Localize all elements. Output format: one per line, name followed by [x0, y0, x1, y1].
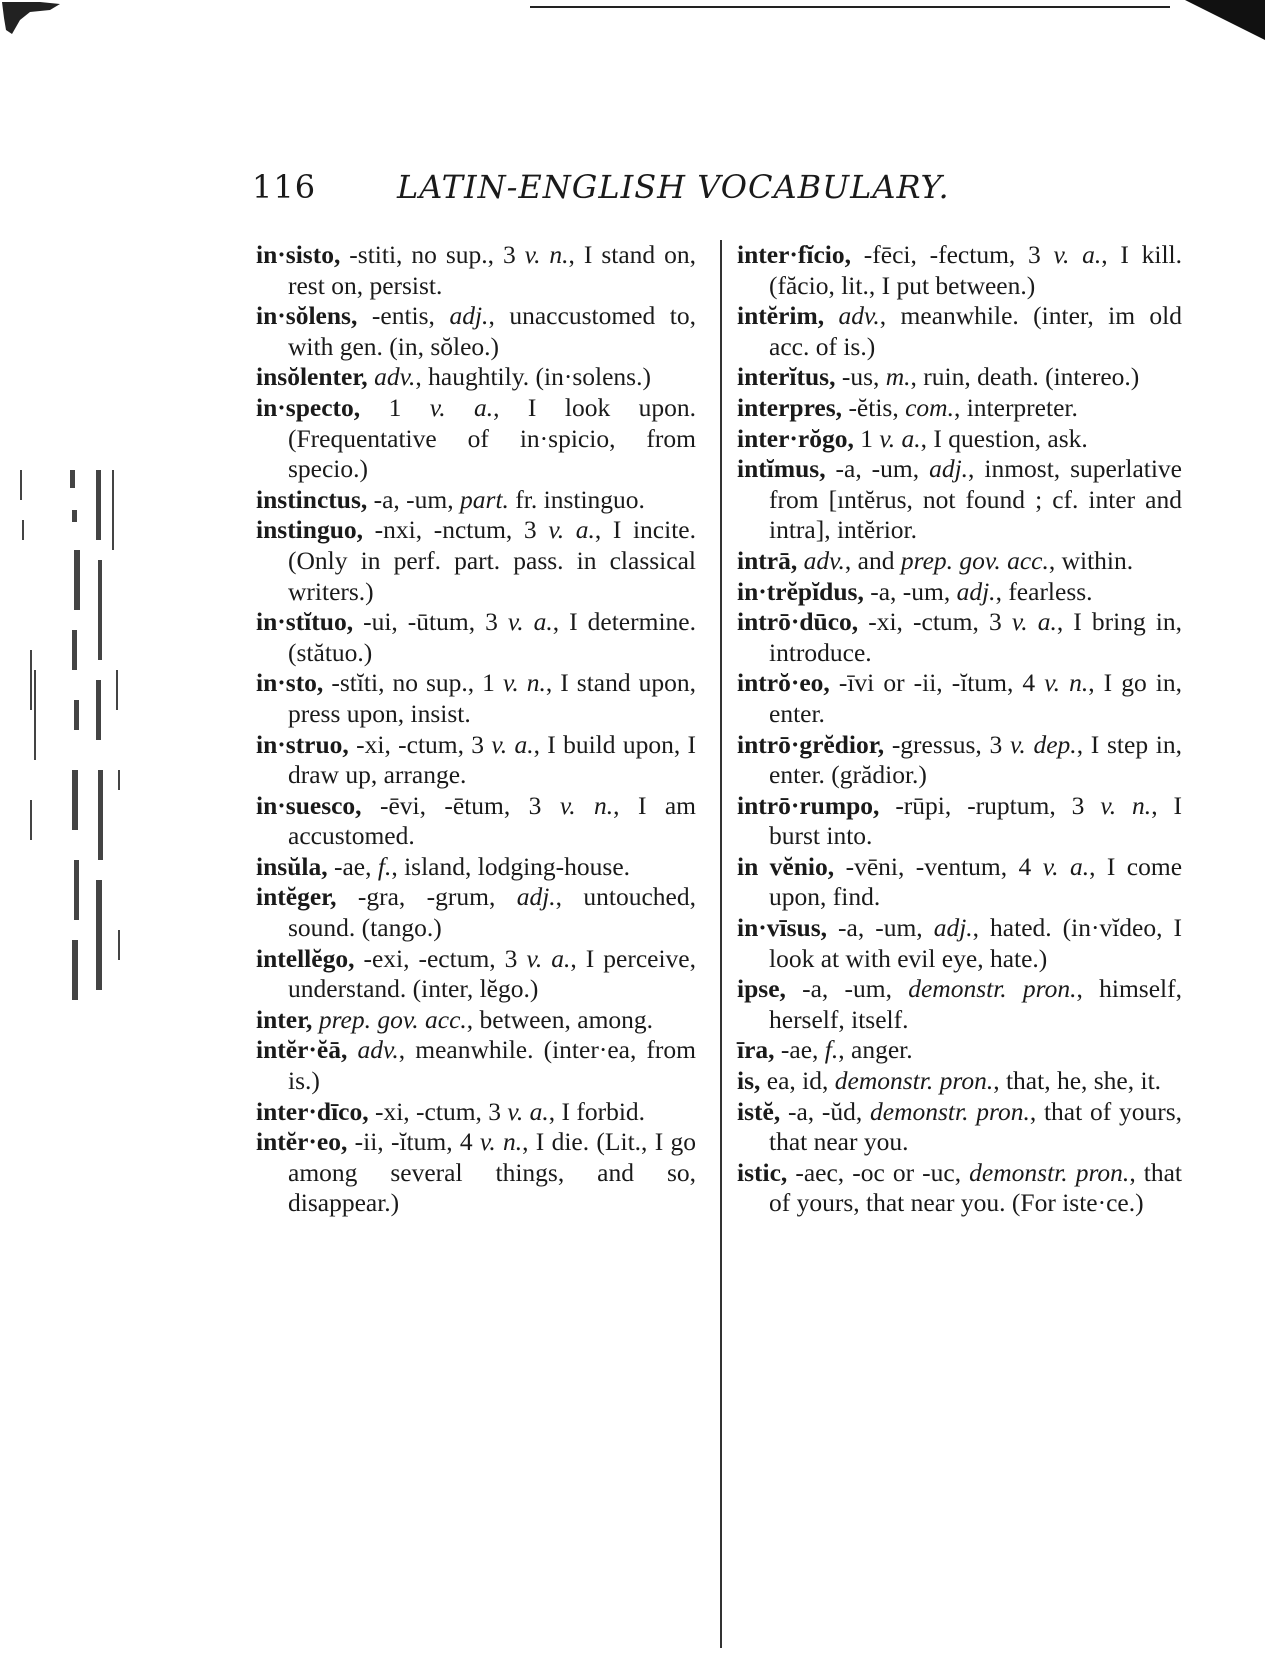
entry-grammar-label: adv. [803, 545, 845, 575]
dictionary-entry [256, 362, 696, 393]
entry-headword: is, [737, 1066, 761, 1096]
column-divider [720, 240, 722, 1648]
page-number: 116 [252, 168, 317, 206]
entry-grammar-label: v. a. [507, 1096, 549, 1126]
dictionary-entry [256, 393, 696, 485]
dictionary-entry [737, 1035, 1182, 1066]
vocabulary-column-right [737, 240, 1182, 1219]
dictionary-entry [256, 485, 696, 516]
entry-headword: istic, [737, 1157, 788, 1187]
dictionary-entry [256, 882, 696, 943]
entry-headword: in·vīsus, [737, 913, 828, 943]
dictionary-entry [256, 730, 696, 791]
entry-grammar-label: demonstr. pron. [908, 974, 1077, 1004]
dictionary-entry [256, 607, 696, 668]
entry-headword: inter, [256, 1004, 313, 1034]
dictionary-entry [256, 1005, 696, 1036]
entry-headword: intellĕgo, [256, 943, 355, 973]
dictionary-entry [256, 1035, 696, 1096]
dictionary-entry [737, 546, 1182, 577]
entry-headword: intrŏ·eo, [737, 668, 830, 698]
entry-definition-text: -aec, -oc or -uc, [787, 1157, 970, 1187]
entry-definition-text: , I stand on, rest on, persist. [288, 240, 696, 300]
entry-headword: inter·rŏgo, [737, 423, 854, 453]
entry-definition-text: , himself, herself, itself. [769, 974, 1182, 1034]
entry-definition-text: -gressus, 3 [884, 729, 1010, 759]
entry-headword: in vĕnio, [737, 851, 835, 881]
entry-definition-text: , I incite. (Only in perf. part. pass. in classical writers.) [288, 515, 696, 606]
entry-definition-text: , I kill. (făcio, lit., I put between.) [769, 240, 1182, 300]
entry-headword: insŏlenter, [256, 362, 368, 392]
entry-definition-text: -rūpi, -ruptum, 3 [879, 790, 1101, 820]
entry-headword: in·sŏlens, [256, 301, 358, 331]
entry-grammar-label: adv. [838, 301, 880, 331]
entry-grammar-label: demonstr. pron. [870, 1096, 1030, 1126]
entry-definition-text: -a, -um, [785, 974, 909, 1004]
entry-grammar-label: prep. gov. acc. [318, 1004, 467, 1034]
entry-grammar-label: v. a. [1011, 607, 1057, 637]
entry-definition-text: -us, [835, 362, 886, 392]
dictionary-entry [256, 1097, 696, 1128]
entry-headword: istĕ, [737, 1096, 781, 1126]
dictionary-entry [737, 1158, 1182, 1219]
entry-definition-text: , that, he, she, it. [993, 1066, 1162, 1096]
dictionary-entry [256, 668, 696, 729]
entry-definition-text: , I question, ask. [920, 423, 1088, 453]
entry-definition-text: -ĕtis, [842, 392, 906, 422]
dictionary-entry [737, 913, 1182, 974]
dictionary-entry [737, 607, 1182, 668]
entry-definition-text: -nxi, -nctum, 3 [363, 515, 549, 545]
entry-definition-text: , I build upon, I draw up, arrange. [288, 729, 696, 790]
entry-grammar-label: v. dep. [1009, 729, 1077, 759]
entry-grammar-label: v. a. [879, 423, 921, 453]
entry-definition-text: , unaccustomed to, with gen. (in, sŏleo.) [288, 301, 696, 361]
entry-grammar-label: v. n. [1044, 668, 1089, 698]
entry-headword: intĕrim, [737, 301, 825, 331]
entry-grammar-label: demonstr. pron. [969, 1157, 1130, 1187]
entry-definition-text: -xi, -ctum, 3 [348, 729, 492, 759]
entry-definition-text: 1 [853, 423, 880, 453]
entry-definition-text: ea, id, [760, 1066, 835, 1096]
entry-headword: intrō·grĕdior, [737, 729, 885, 759]
entry-definition-text: , island, lodging-house. [391, 851, 631, 881]
entry-definition-text: -fēci, -fectum, 3 [851, 240, 1054, 269]
entry-definition-text: , I look upon. (Frequentative of in·spicio, from specio.) [288, 392, 696, 484]
entry-definition-text: , within. [1048, 545, 1134, 575]
entry-definition-text: -xi, -ctum, 3 [858, 607, 1012, 637]
entry-headword: intĕger, [256, 882, 337, 912]
entry-definition-text [347, 1035, 357, 1064]
dictionary-entry [737, 730, 1182, 791]
dictionary-entry [256, 852, 696, 883]
entry-definition-text: fr. instinguo. [508, 484, 645, 514]
entry-grammar-label: v. a. [491, 729, 534, 759]
entry-definition-text: , I forbid. [548, 1096, 646, 1126]
entry-definition-text: -stĭti, no sup., 1 [323, 668, 503, 698]
entry-grammar-label: prep. gov. acc. [900, 545, 1049, 575]
entry-grammar-label: adj. [516, 882, 556, 912]
entry-grammar-label: v. n. [559, 790, 614, 820]
entry-headword: interĭtus, [737, 362, 836, 392]
entry-headword: in·trĕpĭdus, [737, 576, 864, 606]
entry-headword: interpres, [737, 392, 843, 422]
entry-definition-text: , inmost, superlative from [ıntĕrus, not found ; cf. inter and intra], intĕrior. [769, 454, 1182, 545]
entry-headword: instinctus, [256, 484, 368, 514]
entry-grammar-label: m. [885, 362, 911, 392]
entry-headword: insŭla, [256, 851, 328, 881]
entry-definition-text: -entis, [357, 301, 450, 331]
entry-definition-text: , meanwhile. (inter, im old acc. of is.) [769, 301, 1182, 361]
entry-headword: intĭmus, [737, 454, 826, 484]
entry-headword: in·stĭtuo, [256, 607, 354, 637]
entry-headword: ipse, [737, 974, 786, 1004]
dictionary-entry [737, 454, 1182, 546]
entry-definition-text: , between, among. [466, 1004, 654, 1034]
entry-definition-text: , I am accustomed. [288, 790, 696, 851]
entry-definition-text: -ae, [327, 851, 378, 881]
entry-headword: intrō·dūco, [737, 607, 859, 637]
entry-grammar-label: v. a. [1042, 851, 1090, 881]
entry-definition-text: -a, -um, [367, 484, 461, 514]
entry-definition-text: -ae, [774, 1035, 825, 1065]
dictionary-entry [737, 1066, 1182, 1097]
dictionary-entry [256, 1127, 696, 1219]
entry-grammar-label: adv. [374, 362, 416, 392]
top-rule [530, 6, 1170, 8]
entry-definition-text: -ui, -ūtum, 3 [353, 607, 508, 637]
entry-definition-text: , ruin, death. (intereo.) [910, 362, 1140, 392]
dictionary-entry [737, 1097, 1182, 1158]
entry-grammar-label: demonstr. pron. [834, 1066, 994, 1096]
entry-definition-text: , that of yours, that near you. [769, 1096, 1182, 1157]
entry-headword: intĕr·ĕā, [256, 1035, 348, 1065]
entry-definition-text: , I burst into. [769, 790, 1182, 851]
dictionary-entry [737, 852, 1182, 913]
entry-grammar-label: adj. [933, 913, 973, 943]
dictionary-entry [737, 240, 1182, 301]
entry-headword: inter·fĭcio, [737, 240, 852, 269]
vocabulary-column-left [256, 240, 696, 1219]
entry-definition-text: -stiti, no sup., 3 [340, 240, 525, 269]
entry-definition-text [824, 301, 838, 330]
entry-grammar-label: v. a. [1053, 240, 1102, 269]
entry-grammar-label: v. a. [548, 515, 595, 545]
entry-definition-text: , I come upon, find. [769, 851, 1183, 912]
entry-definition-text: -a, -um, [825, 454, 930, 484]
entry-headword: in·sto, [256, 668, 324, 698]
entry-grammar-label: v. a. [429, 392, 494, 422]
entry-grammar-label: f. [377, 851, 392, 881]
dictionary-entry [737, 393, 1182, 424]
entry-grammar-label: f. [824, 1035, 839, 1065]
dictionary-entry [256, 944, 696, 1005]
dictionary-entry [737, 301, 1182, 362]
entry-definition-text: , hated. (in·vĭdeo, I look at with evil eye, hate.) [769, 913, 1182, 973]
entry-definition-text: , I bring in, introduce. [769, 607, 1182, 667]
page-title: LATIN-ENGLISH VOCABULARY. [397, 168, 950, 206]
entry-definition-text: , haughtily. (in·solens.) [415, 362, 651, 392]
entry-grammar-label: v. n. [524, 240, 569, 269]
entry-grammar-label: com. [905, 392, 954, 422]
dictionary-entry [737, 424, 1182, 455]
entry-headword: intĕr·eo, [256, 1127, 348, 1157]
entry-grammar-label: v. n. [479, 1127, 523, 1157]
entry-definition-text: -īvi or -ii, -ĭtum, 4 [829, 668, 1045, 698]
entry-definition-text: , I perceive, understand. (inter, lĕgo.) [288, 943, 696, 1004]
scan-margin-bleed [0, 470, 135, 1030]
entry-definition-text: 1 [360, 392, 430, 422]
entry-headword: instinguo, [256, 515, 364, 545]
entry-definition-text: , I step in, enter. (grădior.) [769, 729, 1183, 790]
entry-definition-text: -xi, -ctum, 3 [368, 1096, 508, 1126]
entry-grammar-label: v. a. [507, 607, 553, 637]
entry-grammar-label: adj. [929, 454, 969, 484]
entry-definition-text: , that of yours, that near you. (For iste·ce.) [769, 1157, 1182, 1218]
entry-grammar-label: adj. [449, 301, 489, 331]
entry-grammar-label: adj. [956, 576, 996, 606]
entry-definition-text: , I determine. (stătuo.) [288, 607, 696, 667]
dictionary-entry [256, 515, 696, 607]
scan-corner-mark [1185, 0, 1265, 40]
dictionary-entry [737, 974, 1182, 1035]
entry-definition-text: , untouched, sound. (tango.) [288, 882, 696, 943]
entry-grammar-label: adv. [357, 1035, 399, 1065]
entry-grammar-label: v. n. [502, 668, 546, 698]
entry-headword: in·suesco, [256, 790, 362, 820]
entry-definition-text: , meanwhile. (inter·ea, from is.) [288, 1035, 696, 1096]
entry-definition-text: , fearless. [995, 576, 1093, 606]
page-header [252, 168, 1052, 208]
entry-definition-text: , anger. [838, 1035, 913, 1065]
entry-definition-text: -vēni, -ventum, 4 [834, 851, 1043, 881]
entry-definition-text: -a, -um, [827, 913, 934, 943]
entry-definition-text: -gra, -grum, [336, 882, 517, 912]
entry-headword: inter·dīco, [256, 1096, 369, 1126]
dictionary-entry [737, 791, 1182, 852]
entry-grammar-label: v. n. [1100, 790, 1152, 820]
entry-definition-text: -a, -um, [863, 576, 957, 606]
entry-definition-text: , interpreter. [953, 392, 1078, 422]
entry-definition-text: , and [844, 545, 901, 575]
entry-headword: intrā, [737, 545, 798, 575]
dictionary-entry [737, 577, 1182, 608]
entry-grammar-label: v. a. [526, 943, 571, 973]
entry-definition-text: -exi, -ectum, 3 [354, 943, 527, 973]
entry-definition-text: , I go in, enter. [769, 668, 1183, 728]
entry-definition-text: -ii, -ĭtum, 4 [347, 1127, 480, 1157]
dictionary-entry [256, 791, 696, 852]
dictionary-entry [256, 240, 696, 301]
entry-definition-text: -ēvi, -ētum, 3 [361, 790, 560, 820]
entry-headword: intrō·rumpo, [737, 790, 880, 820]
entry-definition-text: -a, -ŭd, [780, 1096, 871, 1126]
entry-grammar-label: part. [460, 484, 509, 514]
dictionary-entry [737, 362, 1182, 393]
entry-headword: īra, [737, 1035, 775, 1065]
entry-headword: in·specto, [256, 392, 361, 422]
entry-definition-text: , I die. (Lit., I go among several things, and so, disappear.) [288, 1127, 696, 1218]
dictionary-entry [737, 668, 1182, 729]
entry-headword: in·struo, [256, 729, 349, 759]
scan-smudge-top-left [0, 0, 70, 36]
entry-definition-text: , I stand upon, press upon, insist. [288, 668, 696, 728]
dictionary-entry [256, 301, 696, 362]
entry-headword: in·sisto, [256, 240, 341, 269]
